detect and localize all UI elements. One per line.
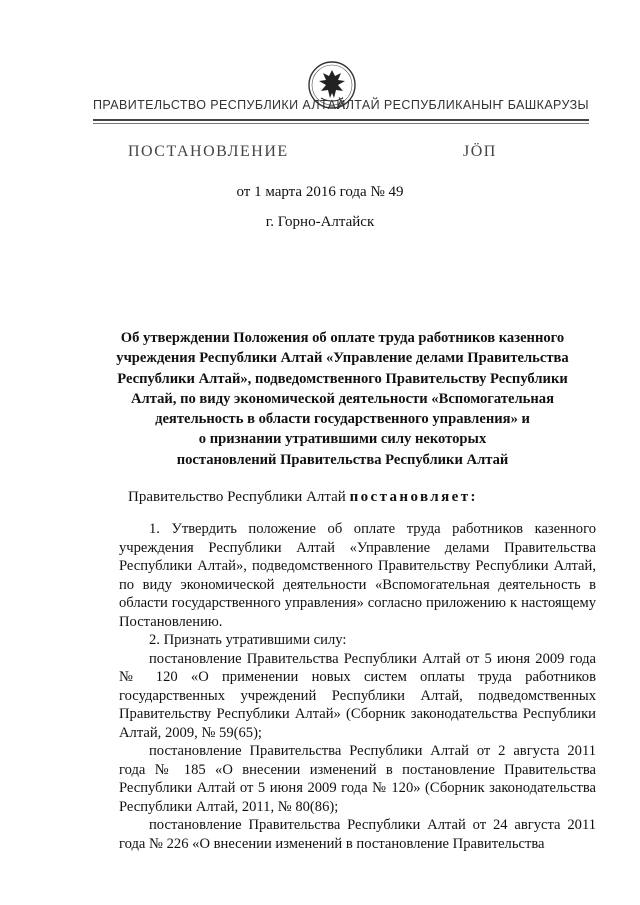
title-line: учреждения Республики Алтай «Управление делами Правительства: [116, 350, 569, 367]
preamble: [128, 489, 478, 506]
document-type-ru: ПОСТАНОВЛЕНИЕ: [128, 143, 289, 160]
letterhead: [93, 98, 589, 118]
paragraph: 1. Утвердить положение об оплате труда работников казенного учреждения Республики Алтай «Управление делами Правительства Республики Алтай», подведомственного Правительству Республики Алтай, по виду экономической деятельности «Вспомогательная деятельность в области государственного управления» согласно приложению к настоящему Постановлению.: [119, 521, 596, 630]
preamble-emphasis: постановляет:: [349, 489, 478, 505]
preamble-text: Правительство Республики Алтай: [128, 489, 350, 505]
paragraph: постановление Правительства Республики Алтай от 24 августа 2011 года № 226 «О внесении изменений в постановление Правительства: [119, 817, 596, 852]
paragraph: постановление Правительства Республики Алтай от 5 июня 2009 года № 120 «О применении новых систем оплаты труда работников государственных учреждений Республики Алтай, подведомственных Правительству Республики Алтай» (Сборник законодательства Республики Алтай, 2009, № 59(65);: [119, 650, 596, 741]
document-date-number: от 1 марта 2016 года № 49: [236, 184, 404, 200]
title-line: Алтай, по виду экономической деятельности «Вспомогательная: [131, 390, 554, 407]
letterhead-right: АЛТАЙ РЕСПУБЛИКАНЫҤ БАШКАРУЗЫ: [336, 98, 589, 112]
letterhead-divider-thin: [93, 123, 589, 124]
document-type-alt: ЈӦП: [463, 143, 497, 160]
document-title: [95, 328, 590, 470]
letterhead-left: ПРАВИТЕЛЬСТВО РЕСПУБЛИКИ АЛТАЙ: [93, 98, 346, 112]
paragraph: 2. Признать утратившими силу:: [149, 632, 347, 648]
title-line: Об утверждении Положения об оплате труда работников казенного: [120, 330, 565, 346]
title-line: деятельность в области государственного управления» и: [155, 411, 530, 428]
document-body: [119, 520, 596, 853]
title-line: Республики Алтай», подведомственного Правительству Республики: [117, 370, 568, 387]
title-line: о признании утратившими силу некоторых: [198, 431, 487, 448]
paragraph: постановление Правительства Республики Алтай от 2 августа 2011 года № 185 «О внесении изменений в постановление Правительства Республики Алтай от 5 июня 2009 года № 120» (Сборник законодательства Республики Алтай, 2011, № 80(86);: [119, 743, 596, 815]
letterhead-divider: [93, 119, 589, 121]
document-city: г. Горно-Алтайск: [265, 214, 375, 230]
title-line: постановлений Правительства Республики Алтай: [176, 451, 509, 468]
